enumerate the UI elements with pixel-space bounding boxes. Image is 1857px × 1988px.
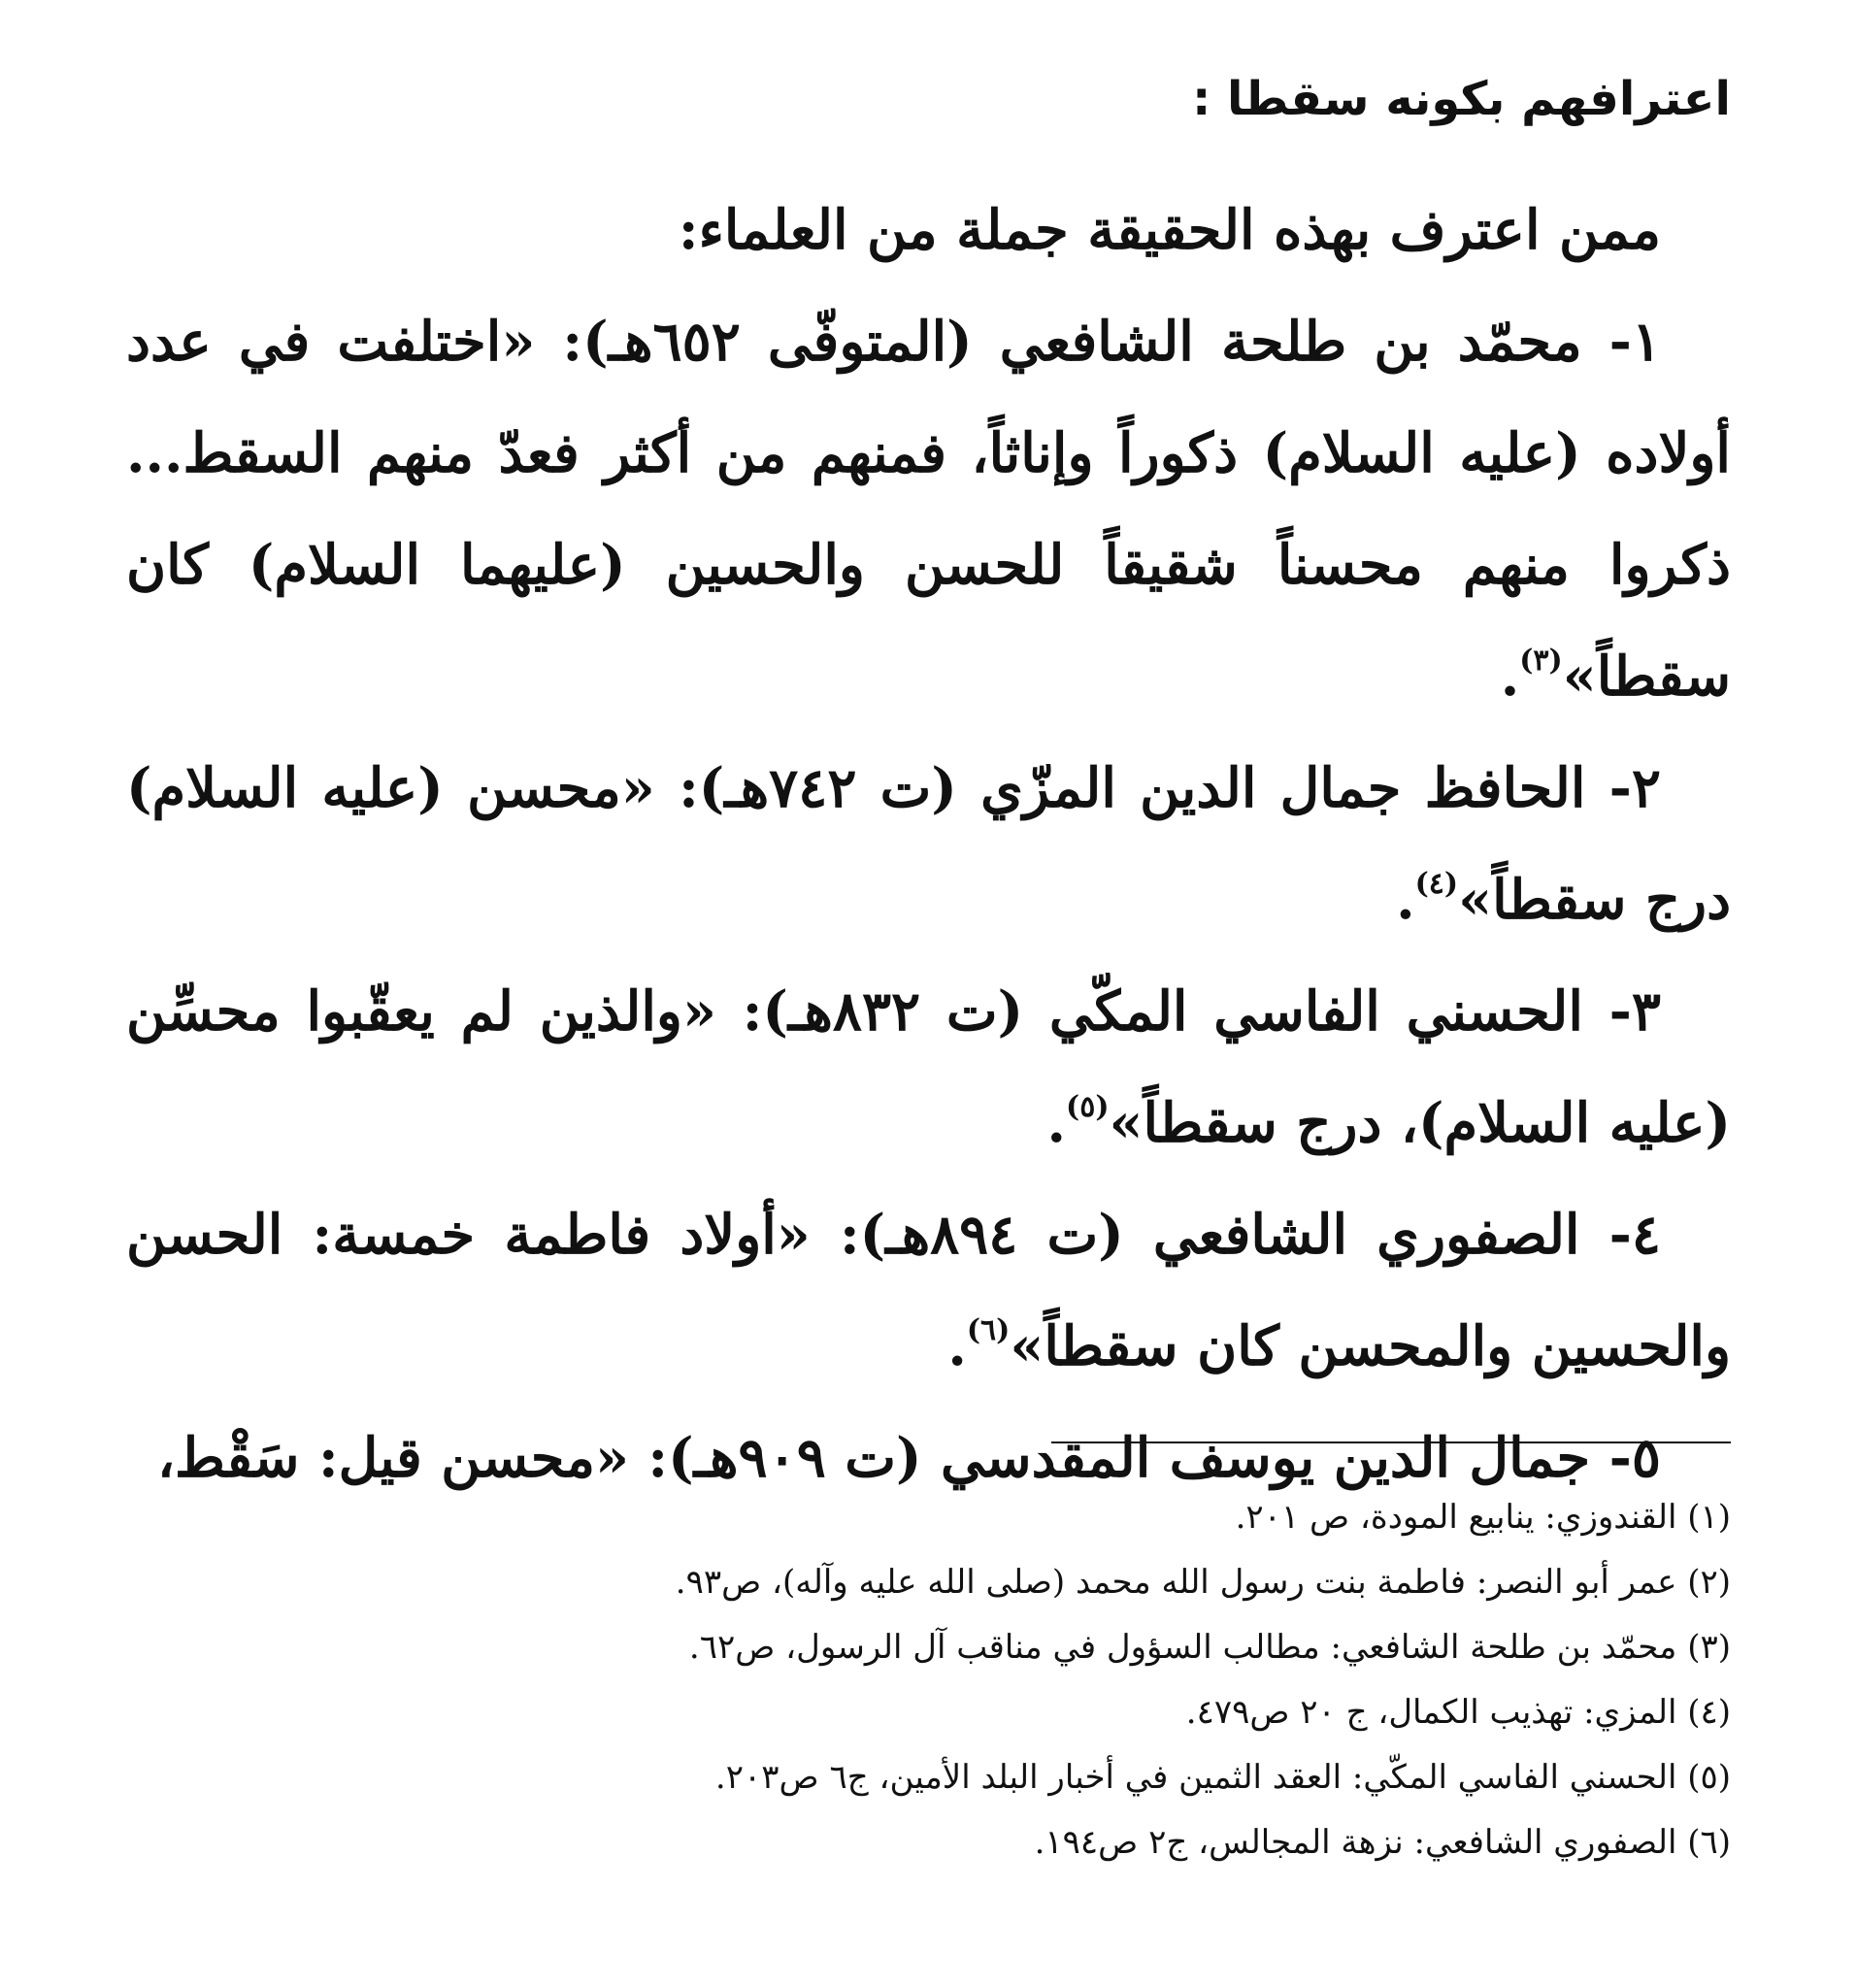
footnote-4: (٤) المزي: تهذيب الكمال، ج ٢٠ ص٤٧٩.	[1185, 1693, 1731, 1732]
footnote-2: (٢) عمر أبو النصر: فاطمة بنت رسول الله محمد (صلى الله عليه وآله)، ص٩٣.	[675, 1563, 1731, 1602]
footnote-ref: (٦)	[966, 1313, 1011, 1347]
footnote-ref: (٥)	[1065, 1090, 1110, 1124]
list-item-2	[126, 733, 1731, 956]
item-end: .	[1046, 1091, 1066, 1155]
footnote-1: (١) القندوزي: ينابيع المودة، ص ٢٠١.	[1235, 1498, 1731, 1537]
footnote-3: (٣) محمّد بن طلحة الشافعي: مطالب السؤول في مناقب آل الرسول، ص٦٢.	[688, 1628, 1731, 1667]
item-text: ٤- الصفوري الشافعي (ت ٨٩٤هـ): «أولاد فاطمة خمسة: الحسن والحسين والمحسن كان سقطاً»	[126, 1203, 1731, 1378]
footnote-ref: (٤)	[1414, 867, 1459, 901]
main-text	[126, 175, 1731, 1514]
item-end: .	[1500, 645, 1520, 709]
list-item-3	[126, 956, 1731, 1179]
item-end: .	[1396, 868, 1415, 932]
list-item-1	[126, 286, 1731, 733]
book-page	[126, 0, 1731, 1988]
item-text: ٢- الحافظ جمال الدين المزّي (ت ٧٤٢هـ): «محسن (عليه السلام) درج سقطاً»	[126, 756, 1731, 932]
intro-paragraph: ممن اعترف بهذه الحقيقة جملة من العلماء:	[678, 198, 1661, 262]
item-end: .	[947, 1314, 967, 1378]
item-text: ٥- جمال الدين يوسف المقدسي (ت ٩٠٩هـ): «محسن قيل: سَقْط،	[156, 1426, 1661, 1490]
footnote-separator	[1051, 1441, 1731, 1443]
footnotes-list	[126, 1485, 1731, 1875]
footnote-6: (٦) الصفوري الشافعي: نزهة المجالس، ج٢ ص١٩٤.	[1034, 1823, 1731, 1862]
item-text: ١- محمّد بن طلحة الشافعي (المتوفّى ٦٥٢هـ): «اختلفت في عدد أولاده (عليه السلام) ذكوراً وإناثاً، فمنهم من أكثر فعدّ منهم السقط... ذكروا منهم محسناً شقيقاً للحسن والحسين (عليهما السلام) كان سقطاً»	[126, 310, 1731, 709]
list-item-4	[126, 1179, 1731, 1403]
item-text: ٣- الحسني الفاسي المكّي (ت ٨٣٢هـ): «والذين لم يعقّبوا محسِّن (عليه السلام)، درج سقطاً»	[126, 979, 1731, 1155]
footnote-ref: (٣)	[1519, 644, 1563, 678]
section-heading: اعترافهم بكونه سقطا :	[1192, 72, 1731, 126]
footnote-5: (٥) الحسني الفاسي المكّي: العقد الثمين في أخبار البلد الأمين، ج٦ ص٢٠٣.	[714, 1758, 1731, 1797]
